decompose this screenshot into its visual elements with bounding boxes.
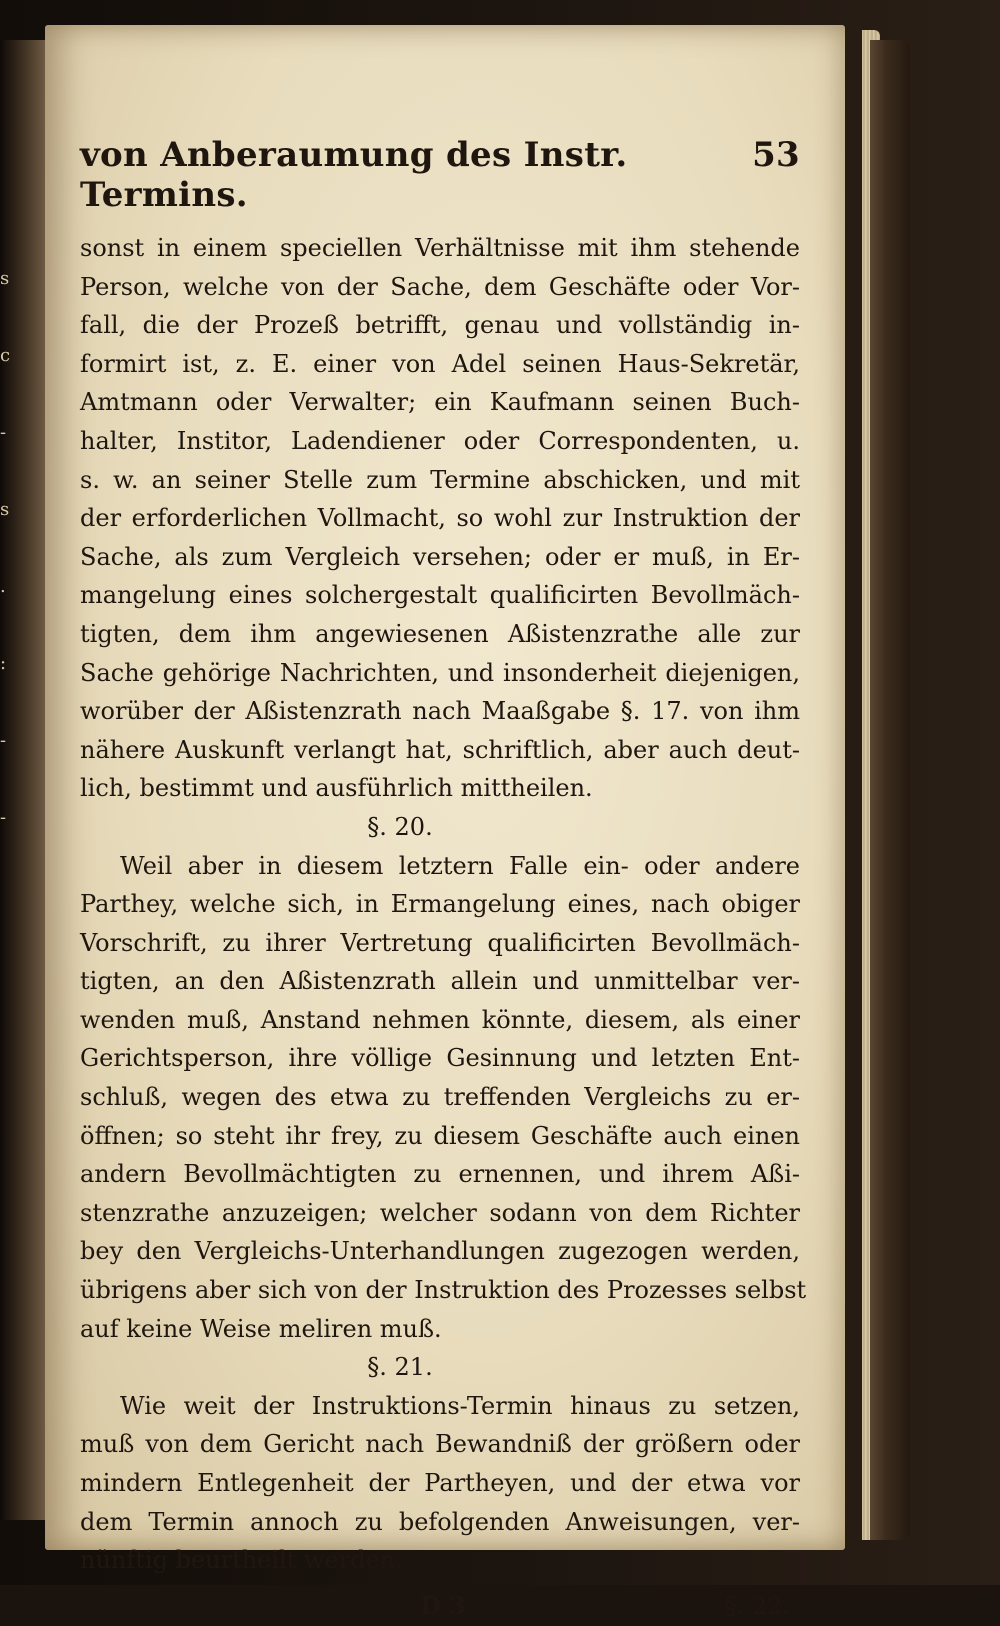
text-line: nähere Auskunft verlangt hat, schriftlich, aber auch deut- <box>80 735 800 764</box>
text-line: Wie weit der Instruktions-Termin hinaus zu setzen, <box>120 1391 800 1420</box>
text-line: lich, bestimmt und ausführlich mittheilen. <box>80 774 593 803</box>
marginalia-char: s <box>0 268 10 289</box>
page-number: 53 <box>752 135 800 175</box>
section-heading-21: §. 21. <box>367 1353 433 1382</box>
text-line: der erforderlichen Vollmacht, so wohl zur Instruktion der <box>80 504 800 533</box>
text-line: Parthey, welche sich, in Ermangelung eines, nach obiger <box>80 890 800 919</box>
text-line: formirt ist, z. E. einer von Adel seinen Haus-Sekretär, <box>80 349 800 378</box>
text-line: Gerichtsperson, ihre völlige Gesinnung und letzten Ent- <box>80 1044 800 1073</box>
text-line: sonst in einem speciellen Verhältnisse mit ihm stehende <box>80 234 800 262</box>
book-page <box>45 25 845 1620</box>
text-line: übrigens aber sich von der Instruktion des Prozesses selbst <box>80 1276 807 1305</box>
marginalia-char: : <box>0 653 7 674</box>
text-line: dem Termin annoch zu befolgenden Anweisungen, ver- <box>80 1507 800 1536</box>
paragraph-2 <box>80 847 807 1349</box>
text-line: worüber der Aßistenzrath nach Maaßgabe §. 17. von ihm <box>80 697 800 726</box>
section-heading-20: §. 20. <box>367 812 433 841</box>
book-cover-edge <box>870 40 910 1540</box>
running-head <box>80 135 800 215</box>
text-line: Person, welche von der Sache, dem Geschäfte oder Vor- <box>80 272 800 301</box>
text-line: Amtmann oder Verwalter; ein Kaufmann seinen Buch- <box>80 388 800 417</box>
text-line: fall, die der Prozeß betrifft, genau und vollständig in- <box>80 311 800 340</box>
marginalia-char: . <box>0 576 6 597</box>
marginalia-char: s <box>0 499 10 520</box>
text-line: bey den Vergleichs-Unterhandlungen zugezogen werden, <box>80 1237 800 1266</box>
text-line: mindern Entlegenheit der Partheyen, und der etwa vor <box>80 1469 800 1497</box>
marginalia-char: - <box>0 730 7 751</box>
marginalia-char: - <box>0 807 7 828</box>
text-line: tigten, dem ihm angewiesenen Aßistenzrathe alle zur <box>80 619 800 648</box>
page-text <box>80 135 807 1626</box>
paragraph-1 <box>80 229 800 808</box>
text-line: wenden muß, Anstand nehmen könnte, diesem, als einer <box>80 1005 800 1034</box>
text-line: halter, Institor, Ladendiener oder Correspondenten, u. <box>80 426 800 455</box>
text-line: andern Bevollmächtigten zu ernennen, und ihrem Aßi- <box>80 1160 800 1189</box>
page-footer <box>80 1586 800 1626</box>
text-line: öffnen; so steht ihr frey, zu diesem Geschäfte auch einen <box>80 1121 800 1150</box>
marginalia-char: c <box>0 345 11 366</box>
text-line: stenzrathe anzuzeigen; welcher sodann von dem Richter <box>80 1198 800 1227</box>
text-line: Weil aber in diesem letztern Falle ein- oder andere <box>120 851 800 880</box>
text-line: mangelung eines solchergestalt qualificirten Bevollmäch- <box>80 581 800 610</box>
text-line: nünftig beurtheilt werden. <box>80 1546 403 1575</box>
catchword: §. 22. <box>724 1591 790 1620</box>
marginalia-fragments <box>0 240 14 856</box>
text-line: schluß, wegen des etwa zu treffenden Vergleichs zu er- <box>80 1083 800 1112</box>
signature-mark: D 3 <box>420 1590 466 1620</box>
text-line: Vorschrift, zu ihrer Vertretung qualificirten Bevollmäch- <box>80 928 800 957</box>
text-line: Sache gehörige Nachrichten, und insonderheit diejenigen, <box>80 658 800 687</box>
text-line: Sache, als zum Vergleich versehen; oder er muß, in Er- <box>80 542 800 571</box>
paragraph-3 <box>80 1387 800 1580</box>
text-line: muß von dem Gericht nach Bewandniß der größern oder <box>80 1430 800 1459</box>
text-line: auf keine Weise meliren muß. <box>80 1314 442 1343</box>
running-head-title: von Anberaumung des Instr. Termins. <box>80 135 628 215</box>
text-line: s. w. an seiner Stelle zum Termine abschicken, und mit <box>80 465 800 494</box>
marginalia-char: - <box>0 422 7 443</box>
text-line: tigten, an den Aßistenzrath allein und unmittelbar ver- <box>80 967 800 996</box>
